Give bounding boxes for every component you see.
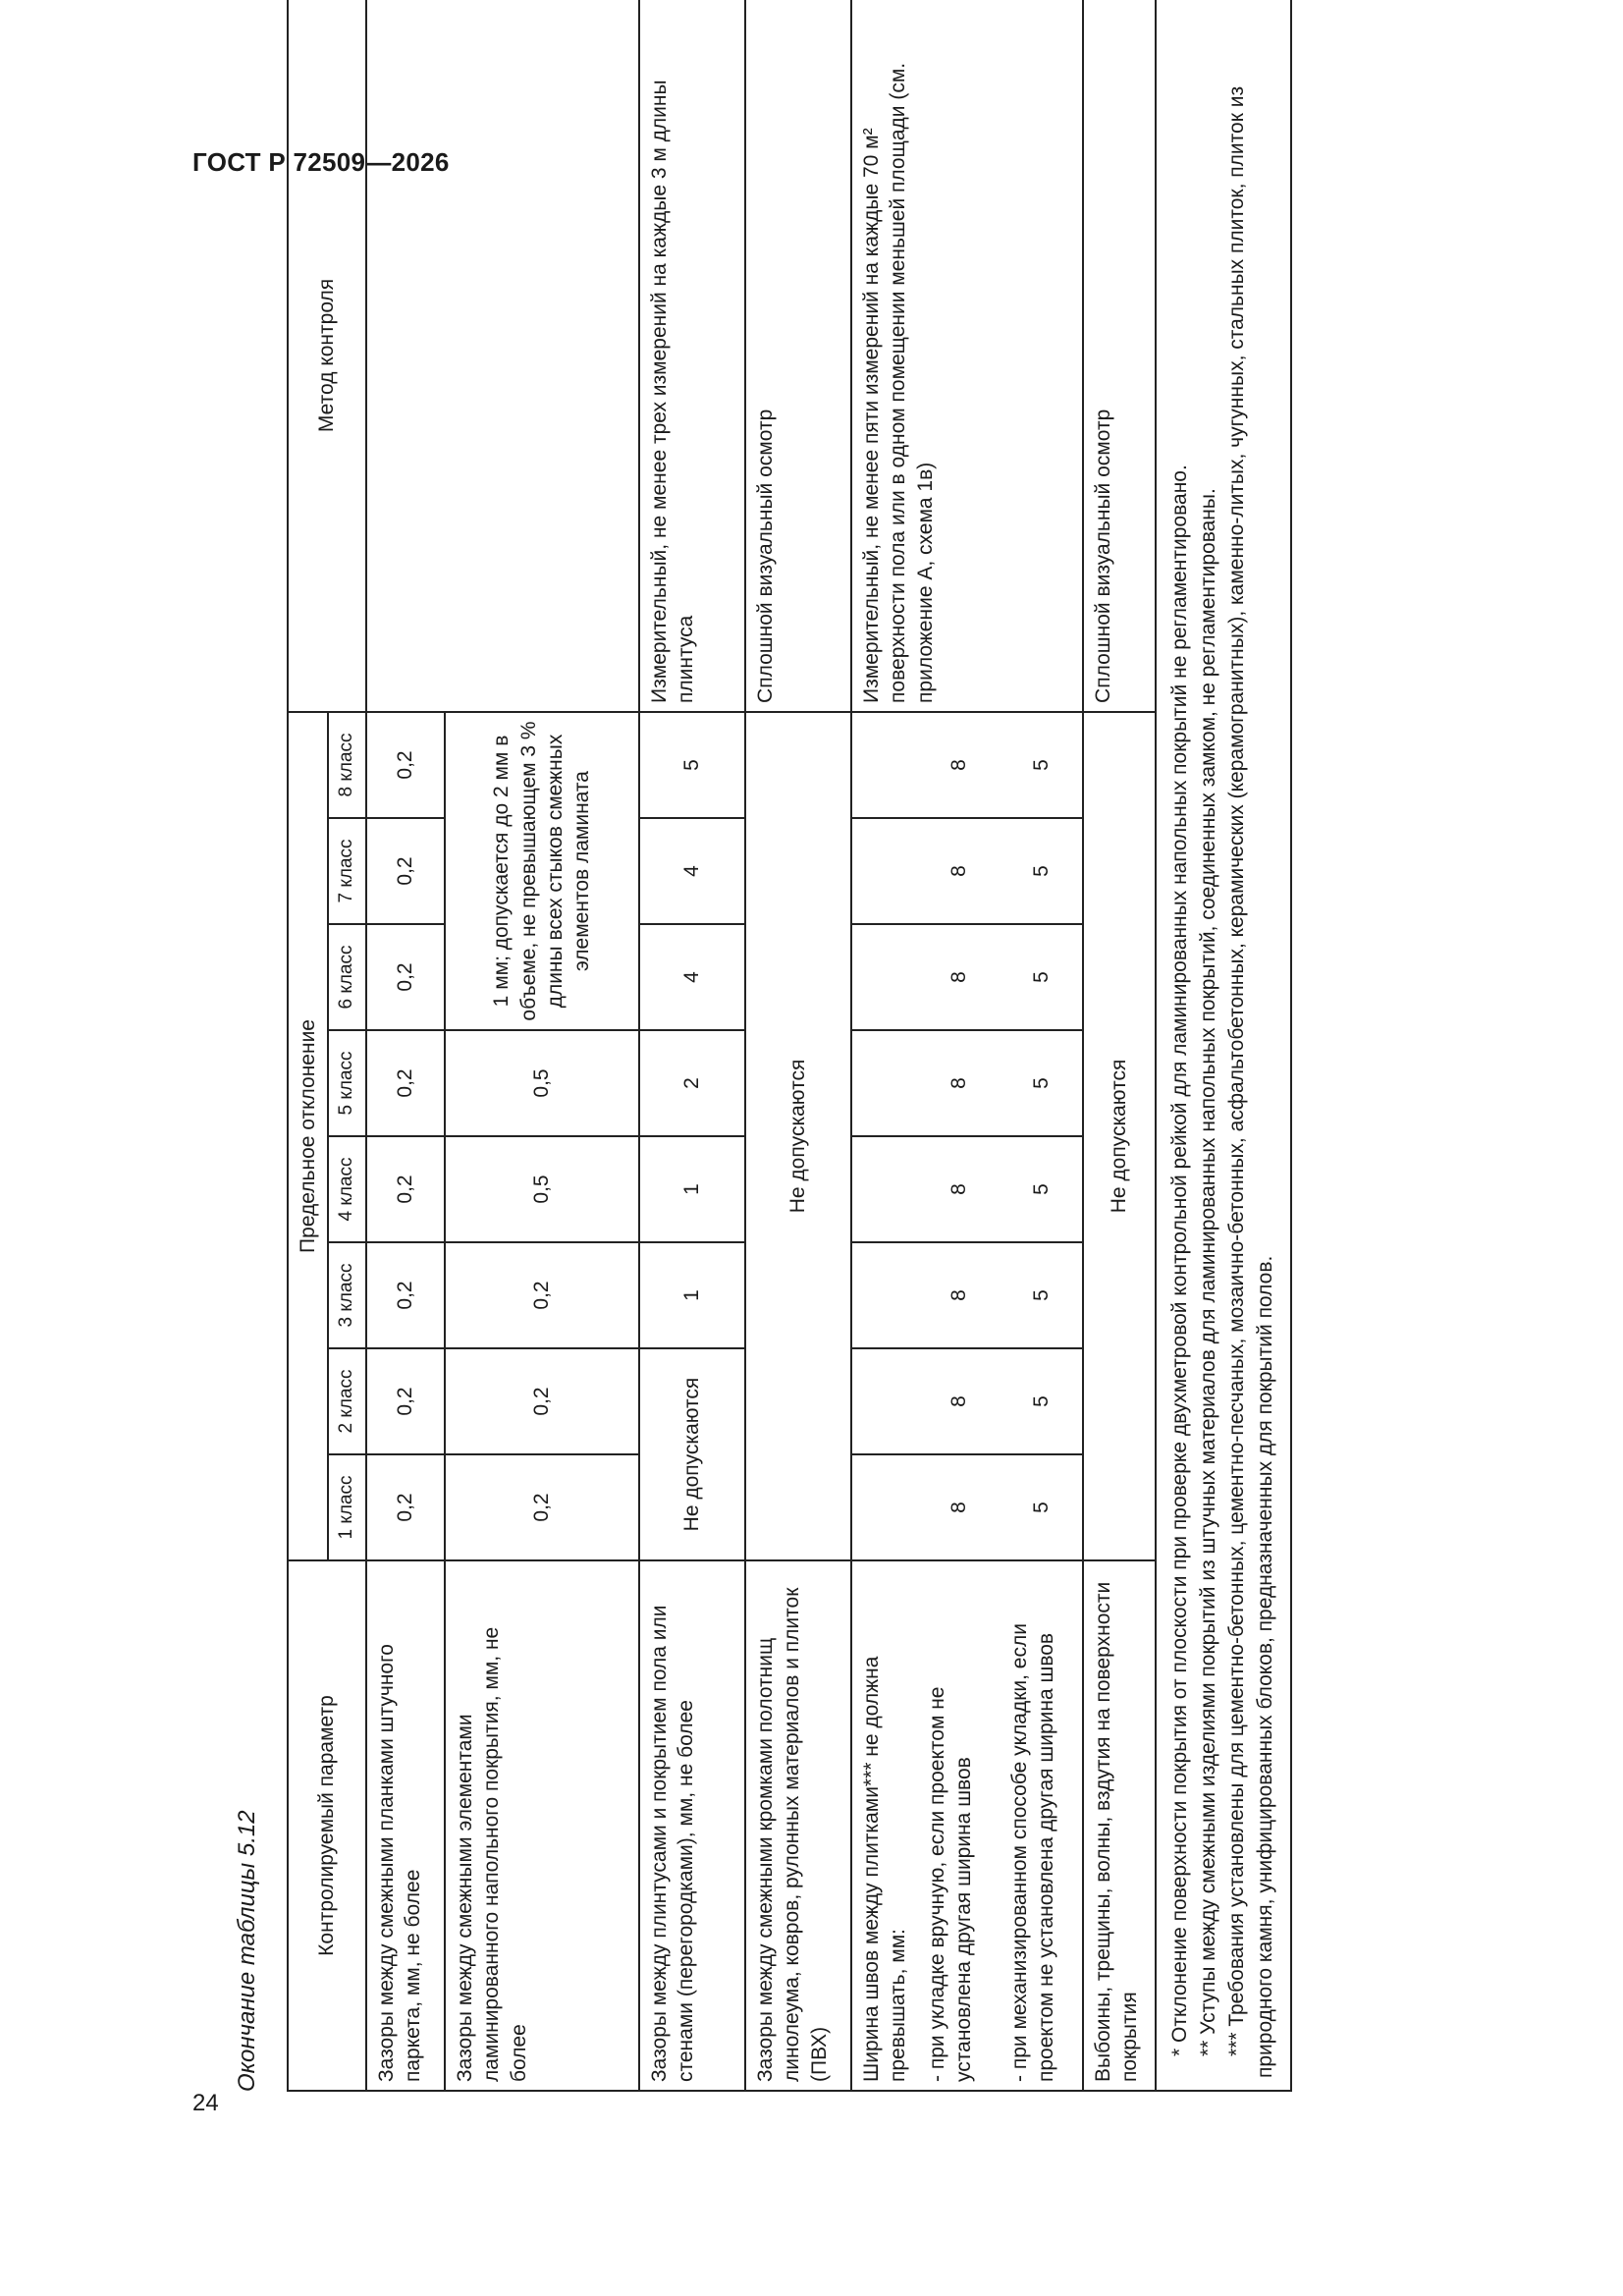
value-cell: 1	[639, 1136, 745, 1242]
value-cell-empty	[851, 818, 918, 924]
document-code: ГОСТ Р 72509—2026	[192, 147, 450, 177]
value-cell: 2	[639, 1030, 745, 1136]
value-cell: 0,2	[445, 1242, 639, 1348]
value-cell: 5	[1001, 1242, 1083, 1348]
value-cell: 8	[918, 712, 1001, 818]
value-cell: 0,2	[445, 1348, 639, 1454]
value-cell: 0,2	[366, 1030, 445, 1136]
header-class-4: 4 класс	[328, 1136, 366, 1242]
tolerance-table	[287, 0, 1292, 2092]
param-cell: - при механизированном способе укладки, если проектом не установлена другая ширина швов	[1001, 1560, 1083, 2091]
value-cell: 0,2	[366, 1136, 445, 1242]
footnote-1: * Отклонение поверхности покрытия от плоскости при проверке двухметровой контрольной рейкой для ламинированных напольных покрытий не регламентировано.	[1167, 465, 1191, 2056]
value-cell: 5	[1001, 924, 1083, 1030]
value-cell: 8	[918, 1242, 1001, 1348]
value-cell: 8	[918, 1030, 1001, 1136]
notes-row	[1156, 0, 1291, 2091]
footnote-3: *** Требования установлены для цементно-бетонных, цементно-песчаных, мозаично-бетонных, асфальтобетонных, керамических (керамогранитных), каменно-литых, чугунных, стальных плиток, плиток из природного камня, унифицированных блоков, предназначенных для покрытий полов.	[1224, 85, 1276, 2078]
value-cell: 0,5	[445, 1136, 639, 1242]
value-cell: 5	[1001, 1136, 1083, 1242]
header-class-7: 7 класс	[328, 818, 366, 924]
value-cell: 5	[1001, 818, 1083, 924]
value-cell: 5	[1001, 1348, 1083, 1454]
page-number: 24	[192, 2090, 219, 2116]
param-cell: Выбоины, трещины, волны, вздутия на поверхности покрытия	[1083, 1560, 1156, 2091]
header-class-5: 5 класс	[328, 1030, 366, 1136]
param-cell: - при укладке вручную, если проектом не установлена другая ширина швов	[918, 1560, 1001, 2091]
value-cell: 8	[918, 818, 1001, 924]
param-cell: Зазоры между смежными планками штучного паркета, мм, не более	[366, 1560, 445, 2091]
value-cell: 0,5	[445, 1030, 639, 1136]
value-cell: 4	[639, 818, 745, 924]
value-cell: Не допускаются	[745, 712, 851, 1560]
value-cell: 8	[918, 1454, 1001, 1560]
method-cell-empty	[366, 0, 639, 712]
value-cell: 8	[918, 1348, 1001, 1454]
table-row	[366, 0, 445, 2091]
value-cell: Не допускаются	[1083, 712, 1156, 1560]
footnote-2: ** Уступы между смежными изделиями покрытий из штучных материалов для ламинированных напольных покрытий, соединенных замком, не регламентированы.	[1196, 488, 1219, 2056]
value-cell: 5	[1001, 1454, 1083, 1560]
value-cell: 0,2	[366, 1348, 445, 1454]
table-row	[745, 0, 851, 2091]
value-cell: 5	[1001, 712, 1083, 818]
value-cell-empty	[851, 712, 918, 818]
value-cell: 8	[918, 924, 1001, 1030]
value-cell-empty	[851, 1242, 918, 1348]
method-cell: Сплошной визуальный осмотр	[745, 0, 851, 712]
param-cell: Зазоры между смежными элементами ламинированного напольного покрытия, мм, не более	[445, 1560, 639, 2091]
laminate-classes-678-value: 1 мм; допускается до 2 мм в объеме, не превышающем 3 % длины всех стыков смежных элементов ламината	[445, 712, 639, 1030]
header-param: Контролируемый параметр	[288, 1560, 366, 2091]
value-cell: 0,2	[366, 1242, 445, 1348]
table-caption: Окончание таблицы 5.12	[234, 1810, 260, 2092]
value-cell: 1	[639, 1242, 745, 1348]
value-cell: 0,2	[445, 1454, 639, 1560]
method-cell: Измерительный, не менее трех измерений на каждые 3 м длины плинтуса	[639, 0, 745, 712]
header-class-2: 2 класс	[328, 1348, 366, 1454]
table-row	[851, 0, 918, 2091]
header-class-3: 3 класс	[328, 1242, 366, 1348]
method-cell: Сплошной визуальный осмотр	[1083, 0, 1156, 712]
value-cell-empty	[851, 1030, 918, 1136]
value-cell-empty	[851, 924, 918, 1030]
header-method: Метод контроля	[288, 0, 366, 712]
header-deviation: Предельное отклонение	[288, 712, 328, 1560]
value-cell-empty	[851, 1136, 918, 1242]
value-cell: 0,2	[366, 924, 445, 1030]
value-cell: 0,2	[366, 818, 445, 924]
method-cell: Измерительный, не менее пяти измерений на каждые 70 м² поверхности пола или в одном помещении меньшей площади (см. приложение А, схема 1в)	[851, 0, 1083, 712]
param-cell: Зазоры между плинтусами и покрытием пола или стенами (перегородками), мм, не более	[639, 1560, 745, 2091]
param-cell: Зазоры между смежными кромками полотнищ линолеума, ковров, рулонных материалов и плиток (ПВХ)	[745, 1560, 851, 2091]
header-class-8: 8 класс	[328, 712, 366, 818]
value-cell: 4	[639, 924, 745, 1030]
header-class-6: 6 класс	[328, 924, 366, 1030]
table-row	[639, 0, 745, 2091]
notes-cell	[1156, 0, 1291, 2091]
value-cell-empty	[851, 1454, 918, 1560]
value-cell: 0,2	[366, 712, 445, 818]
table-container	[287, 0, 1292, 2092]
rotated-table-block	[234, 0, 1402, 2092]
header-class-1: 1 класс	[328, 1454, 366, 1560]
value-cell: 5	[1001, 1030, 1083, 1136]
header-row-1	[288, 0, 328, 2091]
value-cell: Не допускаются	[639, 1348, 745, 1560]
value-cell: 8	[918, 1136, 1001, 1242]
value-cell-empty	[851, 1348, 918, 1454]
param-cell: Ширина швов между плитками*** не должна превышать, мм:	[851, 1560, 918, 2091]
value-cell: 5	[639, 712, 745, 818]
value-cell: 0,2	[366, 1454, 445, 1560]
table-row	[1083, 0, 1156, 2091]
